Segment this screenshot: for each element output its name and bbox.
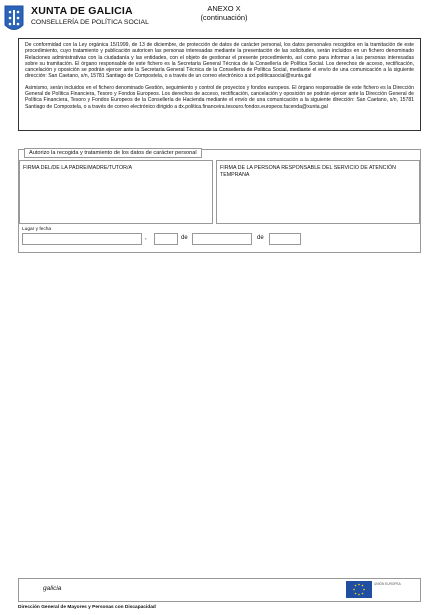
annex-subtitle: (continuación)	[200, 13, 248, 22]
galicia-logo: galicia	[43, 585, 62, 592]
department-name: CONSELLERÍA DE POLÍTICA SOCIAL	[31, 19, 149, 26]
eu-flag-icon	[346, 581, 372, 598]
privacy-notice	[18, 38, 421, 131]
xunta-logo	[4, 5, 154, 39]
eu-label: UNIÓN EUROPEA	[374, 582, 401, 586]
comma-separator: ,	[145, 235, 147, 241]
signature-responsible-box[interactable]	[216, 160, 420, 224]
signature-parent-box[interactable]	[19, 160, 213, 224]
annex-heading	[190, 4, 258, 22]
de-separator-2: de	[257, 235, 264, 241]
signature-parent-label: FIRMA DEL/DE LA PADRE/MADRE/TUTOR/A	[23, 165, 132, 171]
shield-icon	[4, 5, 24, 35]
authorization-title: Autorizo la recogida y tratamiento de los datos de carácter personal	[24, 148, 202, 158]
org-name: XUNTA DE GALICIA	[31, 5, 133, 17]
place-date-label: Lugar y fecha	[22, 227, 52, 232]
privacy-paragraph-2: Asimismo, serán incluidos en el fichero denominado Gestión, seguimiento y control de proyectos y fondos europeos. El órgano responsable de este fichero es la Dirección General de Política Financiera, Tesoro y Fondos Europeos. Los derechos de acceso, rectificación, cancelación y oposición se podrán ejercer ante la Dirección General de Política Financiera, Tesoro y Fondos Europeos de la Consellería de Hacienda mediante el envío de una comunicación a la siguiente dirección: San Caetano, s/n, 15781 Santiago de Compostela, o a través de correo electrónico dirigido a dx.politica.financeira.tesouro.fondos.europeos.facenda@xunta.gal	[25, 84, 414, 110]
place-field[interactable]	[22, 233, 142, 245]
month-field[interactable]	[192, 233, 252, 245]
de-separator-1: de	[181, 235, 188, 241]
privacy-paragraph-1: De conformidad con la Ley orgánica 15/1999, de 13 de diciembre, de protección de datos de carácter personal, los datos personales recogidos en la tramitación de este procedimiento, cuyo tratamiento y publicación autoricen las personas interesadas mediante la presentación de las solicitudes, serán incluidos en un fichero denominado Relaciones administrativas con la ciudadanía y las entidades, con el objeto de gestionar el presente procedimiento, así como para informar a las personas interesadas sobre su tramitación. El órgano responsable de este fichero es la Secretaría General Técnica de la Consellería de Política Social. Los derechos de acceso, rectificación, cancelación y oposición se podrán ejercer ante la Secretaría General Técnica de la Consellería de Política Social, mediante el envío de una comunicación a la siguiente dirección: San Caetano, s/n, 15781 Santiago de Compostela, o a través de un correo electrónico a sxt.politicasocial@xunta.gal	[25, 42, 414, 80]
footer-department: Dirección General de Mayores y Personas con Discapacidad	[18, 605, 156, 610]
year-field[interactable]	[269, 233, 301, 245]
annex-title: ANEXO X	[207, 4, 241, 13]
signature-responsible-label: FIRMA DE LA PERSONA RESPONSABLE DEL SERVICIO DE ATENCIÓN TEMPRANA	[220, 165, 396, 178]
day-field[interactable]	[154, 233, 178, 245]
